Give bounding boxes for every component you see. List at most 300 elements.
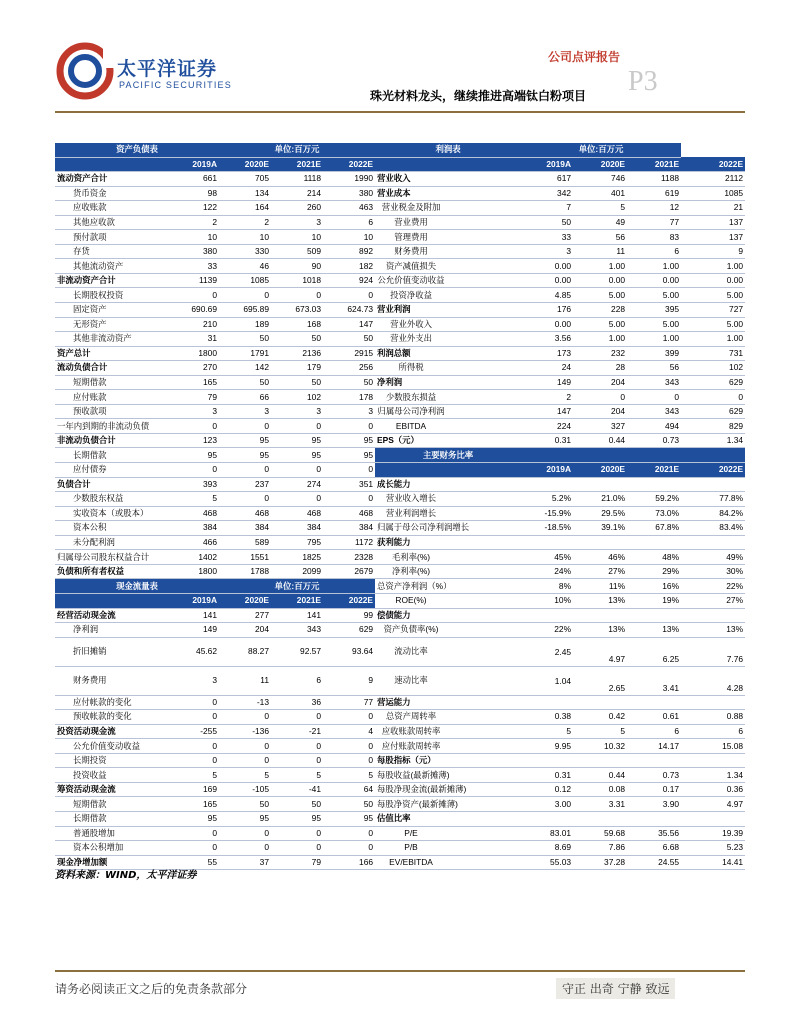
table-cell: 0.00 bbox=[573, 273, 627, 288]
table-cell: 3 bbox=[323, 404, 375, 419]
table-cell bbox=[447, 608, 521, 623]
table-cell: 2915 bbox=[323, 346, 375, 361]
table-cell: 24.55 bbox=[627, 855, 681, 870]
table-cell: 232 bbox=[573, 346, 627, 361]
table-cell bbox=[627, 811, 681, 826]
table-cell: 0 bbox=[219, 492, 271, 507]
table-cell: 现金净增加额 bbox=[55, 855, 171, 870]
table-cell: 90 bbox=[271, 259, 323, 274]
table-cell: 5 bbox=[219, 768, 271, 783]
table-cell: 2022E bbox=[323, 593, 375, 608]
table-cell: 50 bbox=[219, 797, 271, 812]
table-cell: 0 bbox=[219, 841, 271, 856]
table-cell bbox=[447, 695, 521, 710]
table-cell: 0.73 bbox=[627, 768, 681, 783]
table-cell: ROE(%) bbox=[375, 593, 447, 608]
table-cell: 66 bbox=[219, 390, 271, 405]
table-row bbox=[55, 535, 745, 550]
table-row bbox=[55, 753, 745, 768]
table-cell bbox=[627, 477, 681, 492]
table-cell: 资产负债表 bbox=[55, 143, 219, 157]
table-cell: 0 bbox=[323, 841, 375, 856]
table-cell: 流动负债合计 bbox=[55, 361, 171, 376]
table-cell: 2328 bbox=[323, 550, 375, 565]
table-cell: 10 bbox=[271, 230, 323, 245]
table-cell: 普通股增加 bbox=[55, 826, 171, 841]
table-cell: 0 bbox=[271, 710, 323, 725]
table-cell: 净利润 bbox=[55, 623, 171, 638]
table-cell: 39.1% bbox=[573, 521, 627, 536]
table-cell: 1085 bbox=[681, 186, 745, 201]
table-row bbox=[55, 332, 745, 347]
header-divider bbox=[55, 111, 745, 113]
table-cell bbox=[627, 753, 681, 768]
table-cell bbox=[447, 579, 521, 594]
table-cell: 1788 bbox=[219, 564, 271, 579]
table-row bbox=[55, 201, 745, 216]
table-cell: 46 bbox=[219, 259, 271, 274]
table-cell: 727 bbox=[681, 303, 745, 318]
table-cell: 204 bbox=[219, 623, 271, 638]
table-cell: 1.00 bbox=[573, 259, 627, 274]
table-cell: 负债合计 bbox=[55, 477, 171, 492]
table-cell: 6 bbox=[627, 244, 681, 259]
table-cell: 494 bbox=[627, 419, 681, 434]
table-cell: 折旧摊销 bbox=[55, 637, 171, 666]
table-cell: 毛利率(%) bbox=[375, 550, 447, 565]
table-cell: 168 bbox=[271, 317, 323, 332]
table-cell: 其他应收款 bbox=[55, 215, 171, 230]
table-cell: 1990 bbox=[323, 172, 375, 187]
table-cell: 29% bbox=[627, 564, 681, 579]
table-cell: 营业收入 bbox=[375, 172, 447, 187]
table-cell: 0 bbox=[219, 419, 271, 434]
table-cell: 获利能力 bbox=[375, 535, 447, 550]
table-cell bbox=[447, 506, 521, 521]
table-cell: 5.00 bbox=[681, 288, 745, 303]
table-cell: 营业收入增长 bbox=[375, 492, 447, 507]
table-cell: 10% bbox=[521, 593, 573, 608]
table-cell: 单位:百万元 bbox=[219, 579, 375, 594]
table-cell: 短期借款 bbox=[55, 375, 171, 390]
table-cell: 4.97 bbox=[573, 637, 627, 666]
table-cell: 3 bbox=[219, 404, 271, 419]
table-cell: 3 bbox=[171, 404, 219, 419]
table-cell bbox=[447, 637, 521, 666]
table-cell: 4.97 bbox=[681, 797, 745, 812]
table-row bbox=[55, 215, 745, 230]
table-row bbox=[55, 623, 745, 638]
table-row bbox=[55, 273, 745, 288]
table-cell: 1551 bbox=[219, 550, 271, 565]
table-cell: 19% bbox=[627, 593, 681, 608]
table-cell: -21 bbox=[271, 724, 323, 739]
table-cell: 应付帐款的变化 bbox=[55, 695, 171, 710]
table-cell: 79 bbox=[271, 855, 323, 870]
table-row bbox=[55, 695, 745, 710]
table-cell: 2021E bbox=[271, 593, 323, 608]
table-cell: 15.08 bbox=[681, 739, 745, 754]
table-cell: 77 bbox=[323, 695, 375, 710]
table-cell: EPS（元） bbox=[375, 433, 447, 448]
table-cell: 24 bbox=[521, 361, 573, 376]
table-cell: 固定资产 bbox=[55, 303, 171, 318]
table-cell: 468 bbox=[323, 506, 375, 521]
table-cell: 0.36 bbox=[681, 782, 745, 797]
table-cell bbox=[447, 288, 521, 303]
table-cell: 0.00 bbox=[521, 273, 573, 288]
table-cell: 净利润 bbox=[375, 375, 447, 390]
table-cell: 每股净资产(最新摊薄) bbox=[375, 797, 447, 812]
table-cell: 79 bbox=[171, 390, 219, 405]
table-row bbox=[55, 841, 745, 856]
table-cell bbox=[447, 492, 521, 507]
table-cell: EBITDA bbox=[375, 419, 447, 434]
table-cell: 178 bbox=[323, 390, 375, 405]
table-cell bbox=[447, 841, 521, 856]
table-cell: 0 bbox=[171, 288, 219, 303]
table-cell: 1402 bbox=[171, 550, 219, 565]
table-cell: 总资产净利润（%） bbox=[375, 579, 447, 594]
table-cell: 617 bbox=[521, 172, 573, 187]
table-cell: 50 bbox=[323, 797, 375, 812]
table-cell: 204 bbox=[573, 404, 627, 419]
report-title: 珠光材料龙头，继续推进高端钛白粉项目 bbox=[370, 89, 587, 103]
table-cell: 其他流动资产 bbox=[55, 259, 171, 274]
table-cell: 92.57 bbox=[271, 637, 323, 666]
table-row bbox=[55, 230, 745, 245]
table-cell: 64 bbox=[323, 782, 375, 797]
table-cell: 102 bbox=[681, 361, 745, 376]
table-cell: 经营活动现金流 bbox=[55, 608, 171, 623]
table-row bbox=[55, 550, 745, 565]
table-cell: 3 bbox=[171, 666, 219, 695]
table-cell bbox=[447, 273, 521, 288]
table-cell: 2 bbox=[171, 215, 219, 230]
table-cell: 2021E bbox=[627, 157, 681, 172]
table-cell: 管理费用 bbox=[375, 230, 447, 245]
table-cell: 应收账款 bbox=[55, 201, 171, 216]
report-header bbox=[0, 0, 791, 110]
table-row bbox=[55, 492, 745, 507]
table-row bbox=[55, 375, 745, 390]
table-cell: 176 bbox=[521, 303, 573, 318]
table-row bbox=[55, 579, 745, 594]
table-cell: 50 bbox=[323, 332, 375, 347]
table-cell: 0.00 bbox=[521, 317, 573, 332]
table-row bbox=[55, 404, 745, 419]
table-row bbox=[55, 666, 745, 695]
table-cell: 10 bbox=[323, 230, 375, 245]
table-cell: 4.28 bbox=[681, 666, 745, 695]
table-cell: 0 bbox=[271, 419, 323, 434]
table-cell: 330 bbox=[219, 244, 271, 259]
table-row bbox=[55, 797, 745, 812]
table-cell: 37 bbox=[219, 855, 271, 870]
table-cell: 6 bbox=[323, 215, 375, 230]
table-cell: 1.00 bbox=[573, 332, 627, 347]
table-cell: 5.00 bbox=[573, 317, 627, 332]
table-row bbox=[55, 608, 745, 623]
table-cell: 11 bbox=[219, 666, 271, 695]
table-cell bbox=[521, 811, 573, 826]
table-cell: 1800 bbox=[171, 346, 219, 361]
table-cell: 14.17 bbox=[627, 739, 681, 754]
table-cell bbox=[447, 724, 521, 739]
table-row bbox=[55, 317, 745, 332]
table-cell: 165 bbox=[171, 797, 219, 812]
table-cell: 营业费用 bbox=[375, 215, 447, 230]
table-cell bbox=[447, 215, 521, 230]
table-cell bbox=[447, 855, 521, 870]
table-cell: 2022E bbox=[323, 157, 375, 172]
table-cell: 463 bbox=[323, 201, 375, 216]
table-cell: 2136 bbox=[271, 346, 323, 361]
table-cell: 0.61 bbox=[627, 710, 681, 725]
table-cell: 归属于母公司净利润增长 bbox=[375, 521, 447, 536]
table-cell: 59.2% bbox=[627, 492, 681, 507]
table-cell: 0 bbox=[171, 841, 219, 856]
table-cell: 负债和所有者权益 bbox=[55, 564, 171, 579]
table-cell: 预收款项 bbox=[55, 404, 171, 419]
table-cell: 9 bbox=[323, 666, 375, 695]
table-cell: 2 bbox=[521, 390, 573, 405]
table-cell: 4 bbox=[323, 724, 375, 739]
table-cell: 营业成本 bbox=[375, 186, 447, 201]
table-cell: 141 bbox=[271, 608, 323, 623]
table-cell: -136 bbox=[219, 724, 271, 739]
table-cell bbox=[447, 826, 521, 841]
table-cell bbox=[573, 477, 627, 492]
table-cell: 137 bbox=[681, 230, 745, 245]
table-cell: 1.34 bbox=[681, 433, 745, 448]
table-cell: 746 bbox=[573, 172, 627, 187]
table-cell: 资产减值损失 bbox=[375, 259, 447, 274]
table-cell: 长期借款 bbox=[55, 448, 171, 463]
table-cell: 468 bbox=[271, 506, 323, 521]
table-cell: 5.23 bbox=[681, 841, 745, 856]
table-cell: 预付款项 bbox=[55, 230, 171, 245]
table-cell: 384 bbox=[323, 521, 375, 536]
table-cell bbox=[447, 535, 521, 550]
table-cell bbox=[573, 811, 627, 826]
table-cell bbox=[521, 535, 573, 550]
table-cell: 0.42 bbox=[573, 710, 627, 725]
table-cell: 0.08 bbox=[573, 782, 627, 797]
table-cell: 0 bbox=[271, 739, 323, 754]
table-cell: 未分配利润 bbox=[55, 535, 171, 550]
table-cell: 1118 bbox=[271, 172, 323, 187]
table-cell: 95 bbox=[219, 811, 271, 826]
table-cell bbox=[447, 244, 521, 259]
table-cell: 147 bbox=[521, 404, 573, 419]
table-cell: 5.00 bbox=[627, 317, 681, 332]
table-cell: 95 bbox=[323, 433, 375, 448]
table-cell: 56 bbox=[627, 361, 681, 376]
table-row bbox=[55, 244, 745, 259]
table-cell: 2 bbox=[219, 215, 271, 230]
table-cell: 468 bbox=[219, 506, 271, 521]
table-cell: 95 bbox=[171, 448, 219, 463]
table-cell bbox=[447, 201, 521, 216]
table-cell: 1172 bbox=[323, 535, 375, 550]
table-cell: 3.00 bbox=[521, 797, 573, 812]
table-cell: 2112 bbox=[681, 172, 745, 187]
table-cell: 99 bbox=[323, 608, 375, 623]
table-cell: 228 bbox=[573, 303, 627, 318]
table-cell: 营业利润 bbox=[375, 303, 447, 318]
table-cell: 7.86 bbox=[573, 841, 627, 856]
table-cell bbox=[447, 172, 521, 187]
table-cell: 0.73 bbox=[627, 433, 681, 448]
table-cell: 0.38 bbox=[521, 710, 573, 725]
table-cell: 95 bbox=[219, 433, 271, 448]
pacific-securities-logo-icon bbox=[55, 42, 113, 100]
table-cell: 0.44 bbox=[573, 433, 627, 448]
table-cell: 31 bbox=[171, 332, 219, 347]
table-cell: 1.34 bbox=[681, 768, 745, 783]
table-cell: 673.03 bbox=[271, 303, 323, 318]
table-cell: 5 bbox=[171, 768, 219, 783]
table-row bbox=[55, 710, 745, 725]
table-cell bbox=[681, 811, 745, 826]
table-cell: 380 bbox=[323, 186, 375, 201]
table-cell: 2019A bbox=[521, 157, 573, 172]
table-cell: 33 bbox=[521, 230, 573, 245]
table-cell: 现金流量表 bbox=[55, 579, 219, 594]
table-cell: 1800 bbox=[171, 564, 219, 579]
table-cell: 0 bbox=[219, 739, 271, 754]
table-cell: 资产负债率(%) bbox=[375, 623, 447, 638]
table-cell: 0 bbox=[219, 710, 271, 725]
table-cell: 11 bbox=[573, 244, 627, 259]
table-cell: 22% bbox=[521, 623, 573, 638]
table-cell: 少数股东损益 bbox=[375, 390, 447, 405]
table-cell: 327 bbox=[573, 419, 627, 434]
table-cell: 343 bbox=[627, 404, 681, 419]
table-cell: 6 bbox=[681, 724, 745, 739]
table-cell: 非流动资产合计 bbox=[55, 273, 171, 288]
table-cell: 主要财务比率 bbox=[375, 448, 521, 463]
table-cell: 37.28 bbox=[573, 855, 627, 870]
table-cell: 98 bbox=[171, 186, 219, 201]
table-cell: 27% bbox=[681, 593, 745, 608]
table-cell: 179 bbox=[271, 361, 323, 376]
table-cell bbox=[447, 346, 521, 361]
table-cell: 3.41 bbox=[627, 666, 681, 695]
table-cell: 33 bbox=[171, 259, 219, 274]
table-cell: 3.90 bbox=[627, 797, 681, 812]
table-cell: 1139 bbox=[171, 273, 219, 288]
table-cell: 投资收益 bbox=[55, 768, 171, 783]
table-cell bbox=[447, 419, 521, 434]
table-cell: 0.00 bbox=[681, 273, 745, 288]
table-cell: 164 bbox=[219, 201, 271, 216]
table-cell: 35.56 bbox=[627, 826, 681, 841]
table-cell: 277 bbox=[219, 608, 271, 623]
table-cell: 95 bbox=[271, 433, 323, 448]
table-cell: 应付账款周转率 bbox=[375, 739, 447, 754]
table-cell: 182 bbox=[323, 259, 375, 274]
table-cell bbox=[681, 753, 745, 768]
table-cell: 3.56 bbox=[521, 332, 573, 347]
table-cell: 5.00 bbox=[627, 288, 681, 303]
table-cell: 营业利润增长 bbox=[375, 506, 447, 521]
table-cell: 629 bbox=[323, 623, 375, 638]
table-cell: 5 bbox=[573, 201, 627, 216]
table-cell: 95 bbox=[271, 811, 323, 826]
table-cell: 892 bbox=[323, 244, 375, 259]
table-cell: 0.17 bbox=[627, 782, 681, 797]
table-cell: 214 bbox=[271, 186, 323, 201]
table-cell: 应收账款周转率 bbox=[375, 724, 447, 739]
table-cell: 134 bbox=[219, 186, 271, 201]
table-cell: 营业税金及附加 bbox=[375, 201, 447, 216]
table-row bbox=[55, 811, 745, 826]
report-type: 公司点评报告 bbox=[548, 50, 621, 64]
table-cell bbox=[447, 564, 521, 579]
table-cell: 0 bbox=[323, 492, 375, 507]
table-cell: 28 bbox=[573, 361, 627, 376]
table-cell: 0 bbox=[271, 753, 323, 768]
table-cell: 95 bbox=[219, 448, 271, 463]
table-cell: 384 bbox=[219, 521, 271, 536]
table-cell: 1018 bbox=[271, 273, 323, 288]
table-cell: 1825 bbox=[271, 550, 323, 565]
table-cell: 货币资金 bbox=[55, 186, 171, 201]
table-cell: 每股净现金流(最新摊薄) bbox=[375, 782, 447, 797]
table-cell: 2020E bbox=[573, 157, 627, 172]
table-cell bbox=[447, 477, 521, 492]
table-cell: 0.12 bbox=[521, 782, 573, 797]
table-cell: 95 bbox=[323, 811, 375, 826]
table-cell: 342 bbox=[521, 186, 573, 201]
table-cell: 0 bbox=[323, 753, 375, 768]
table-cell: 10 bbox=[171, 230, 219, 245]
table-cell: 5.00 bbox=[681, 317, 745, 332]
table-cell: 0 bbox=[219, 288, 271, 303]
table-cell: 73.0% bbox=[627, 506, 681, 521]
table-cell: 5.00 bbox=[573, 288, 627, 303]
table-cell: 2020E bbox=[573, 463, 627, 478]
table-cell: 21.0% bbox=[573, 492, 627, 507]
table-cell: 所得税 bbox=[375, 361, 447, 376]
table-cell: 归属母公司净利润 bbox=[375, 404, 447, 419]
table-cell: 384 bbox=[271, 521, 323, 536]
table-cell: 59.68 bbox=[573, 826, 627, 841]
table-cell: 13% bbox=[627, 623, 681, 638]
table-cell: 829 bbox=[681, 419, 745, 434]
page-number: P3 bbox=[628, 66, 658, 97]
table-cell: 2.45 bbox=[521, 637, 573, 666]
table-cell: 95 bbox=[171, 811, 219, 826]
table-cell: 50 bbox=[271, 797, 323, 812]
table-cell: 3 bbox=[521, 244, 573, 259]
table-cell: 46% bbox=[573, 550, 627, 565]
table-cell: 165 bbox=[171, 375, 219, 390]
table-cell: 731 bbox=[681, 346, 745, 361]
table-cell: 629 bbox=[681, 404, 745, 419]
table-row bbox=[55, 361, 745, 376]
company-motto: 守正 出奇 宁静 致远 bbox=[556, 978, 675, 999]
table-cell bbox=[521, 695, 573, 710]
table-cell: 274 bbox=[271, 477, 323, 492]
table-cell: 147 bbox=[323, 317, 375, 332]
table-cell: 流动比率 bbox=[375, 637, 447, 666]
table-cell: 1188 bbox=[627, 172, 681, 187]
table-row bbox=[55, 477, 745, 492]
table-cell: 5 bbox=[521, 724, 573, 739]
